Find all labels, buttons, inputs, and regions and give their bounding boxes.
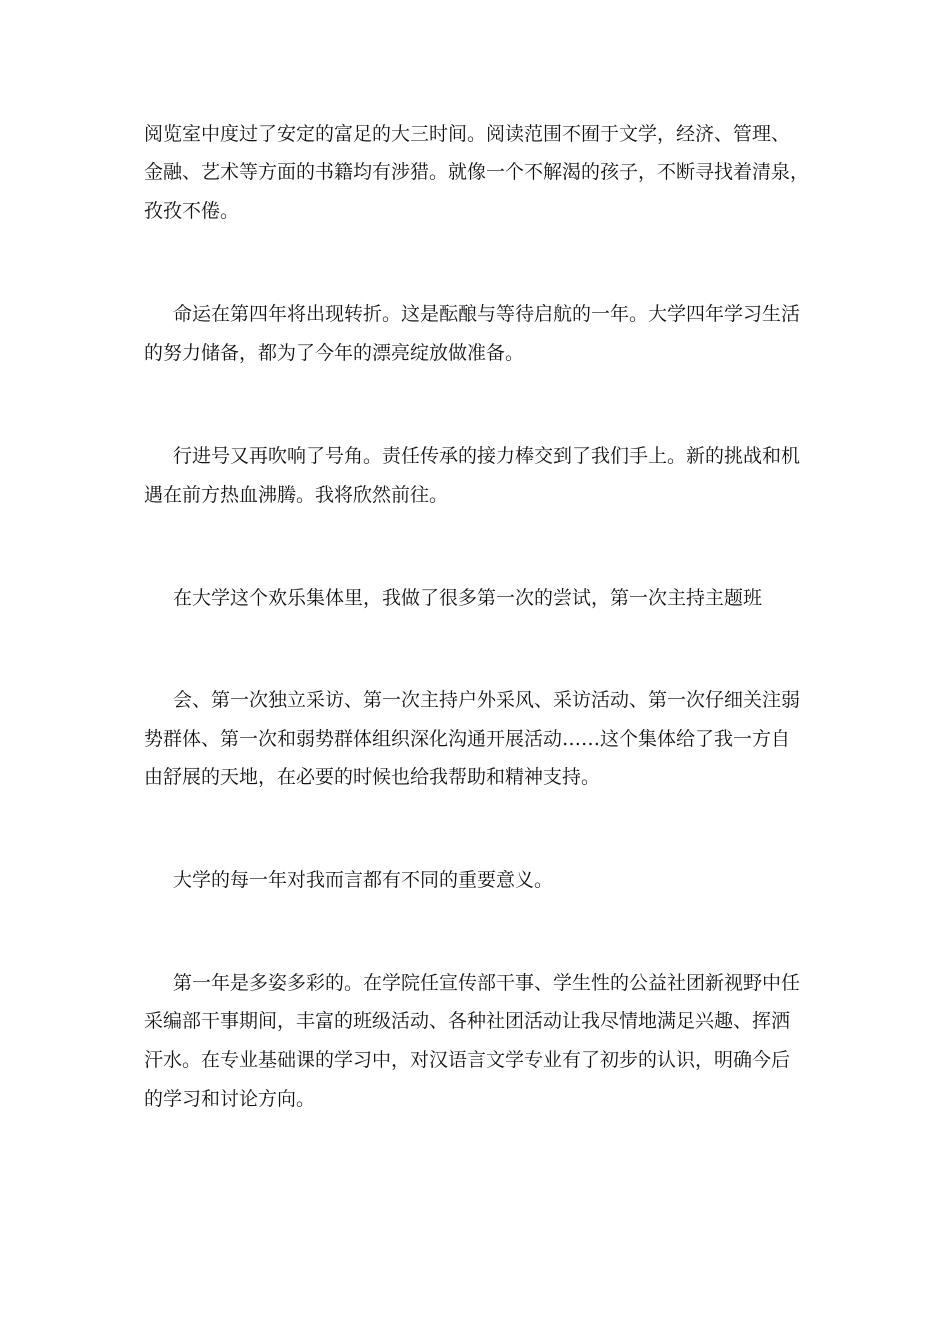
- paragraph-2-line-1: 命运在第四年将出现转折。这是酝酿与等待启航的一年。大学四年学习生活: [173, 303, 801, 325]
- paragraph-5-line-3: 由舒展的天地，在必要的时候也给我帮助和精神支持。: [144, 766, 601, 788]
- paragraph-1-line-2: 金融、艺术等方面的书籍均有涉猎。就像一个不解渴的孩子，不断寻找着清泉，: [144, 161, 810, 183]
- paragraph-7-line-4: 的学习和讨论方向。: [144, 1088, 316, 1110]
- paragraph-4-line-1: 在大学这个欢乐集体里，我做了很多第一次的尝试，第一次主持主题班: [173, 587, 763, 609]
- paragraph-6-line-1: 大学的每一年对我而言都有不同的重要意义。: [173, 869, 554, 891]
- paragraph-5-line-1: 会、第一次独立采访、第一次主持户外采风、采访活动、第一次仔细关注弱: [173, 689, 801, 711]
- paragraph-1-line-3: 孜孜不倦。: [144, 200, 240, 222]
- paragraph-3-line-1: 行进号又再吹响了号角。责任传承的接力棒交到了我们手上。新的挑战和机: [173, 445, 801, 467]
- paragraph-7-line-1: 第一年是多姿多彩的。在学院任宣传部干事、学生性的公益社团新视野中任: [173, 972, 801, 994]
- paragraph-3-line-2: 遇在前方热血沸腾。我将欣然前往。: [144, 484, 449, 506]
- paragraph-5-line-2: 势群体、第一次和弱势群体组织深化沟通开展活动……这个集体给了我一方自: [144, 728, 791, 750]
- paragraph-2-line-2: 的努力储备，都为了今年的漂亮绽放做准备。: [144, 342, 525, 364]
- paragraph-7-line-2: 采编部干事期间，丰富的班级活动、各种社团活动让我尽情地满足兴趣、挥洒: [144, 1010, 791, 1032]
- paragraph-1-line-1: 阅览室中度过了安定的富足的大三时间。阅读范围不囿于文学，经济、管理、: [144, 123, 791, 145]
- paragraph-7-line-3: 汗水。在专业基础课的学习中，对汉语言文学专业有了初步的认识，明确今后: [144, 1049, 791, 1071]
